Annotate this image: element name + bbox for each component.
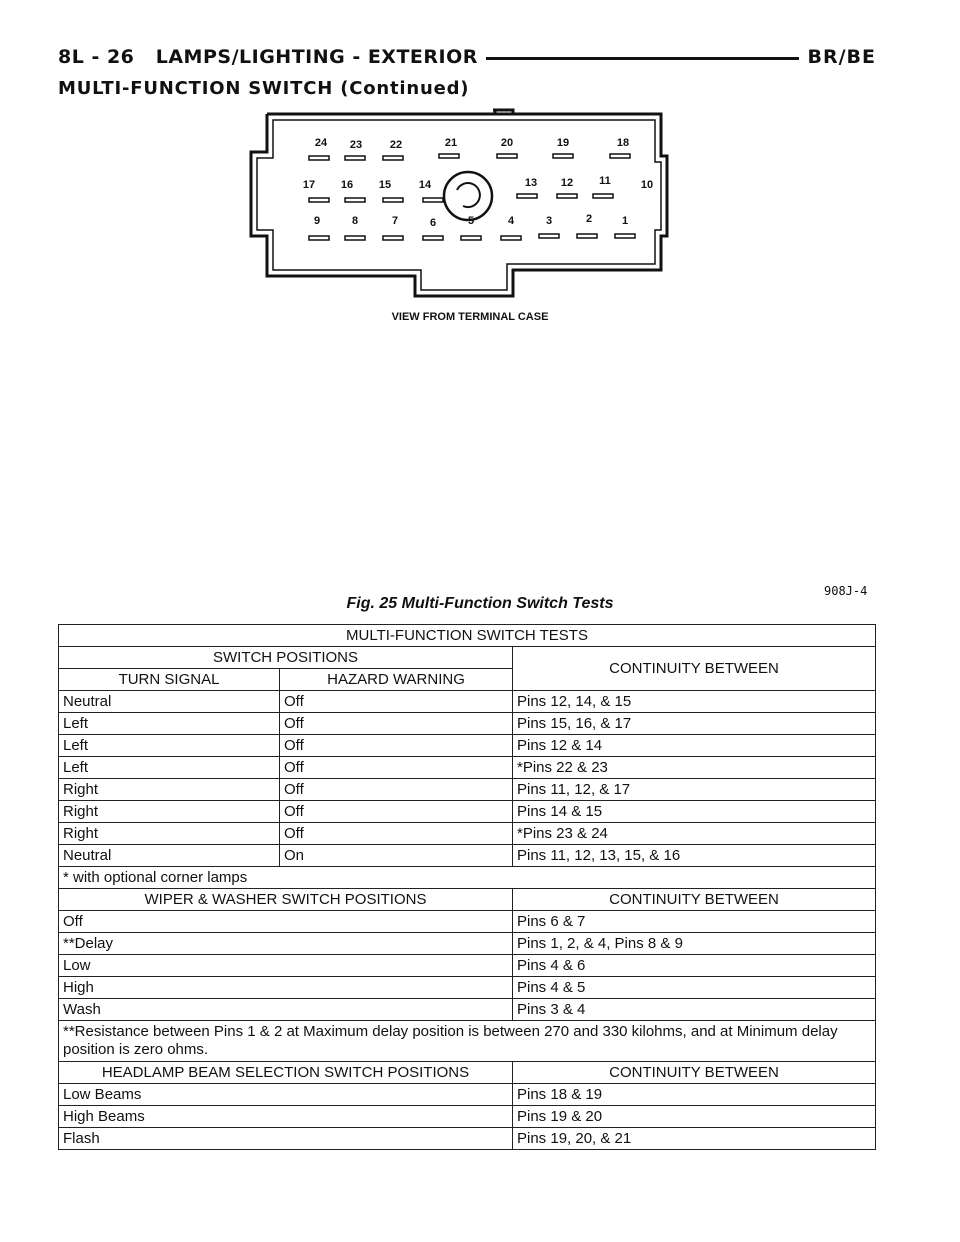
headlamp-position-cell: High Beams: [59, 1106, 513, 1128]
table-title: MULTI-FUNCTION SWITCH TESTS: [59, 625, 876, 647]
pin-label-23: 23: [349, 139, 363, 151]
pin-label-11: 11: [599, 175, 611, 187]
corner-lamps-note: * with optional corner lamps: [59, 867, 876, 889]
pin-label-5: 5: [467, 215, 475, 227]
resistance-note: **Resistance between Pins 1 & 2 at Maximum delay position is between 270 and 330 kilohms, and at Minimum delay position is zero ohms.: [59, 1021, 876, 1062]
table-row: [59, 691, 876, 713]
continuity-cell: Pins 18 & 19: [513, 1084, 876, 1106]
pin-slot-6: [423, 236, 443, 240]
headlamp-continuity-header: CONTINUITY BETWEEN: [513, 1062, 876, 1084]
pin-slot-17: [309, 198, 329, 202]
turn-signal-header: TURN SIGNAL: [59, 669, 280, 691]
table-row: [59, 757, 876, 779]
connector-diagram: [245, 108, 675, 326]
continuity-cell: Pins 15, 16, & 17: [513, 713, 876, 735]
pin-slot-23: [345, 156, 365, 160]
pin-slot-18: [610, 154, 630, 158]
continuity-cell: Pins 14 & 15: [513, 801, 876, 823]
table-row: [59, 911, 876, 933]
pin-label-2: 2: [585, 213, 593, 225]
pin-slot-16: [345, 198, 365, 202]
continuity-cell: *Pins 22 & 23: [513, 757, 876, 779]
pin-label-18: 18: [616, 137, 630, 149]
headlamp-position-cell: Low Beams: [59, 1084, 513, 1106]
hazard-warning-cell: Off: [280, 823, 513, 845]
table-row: [59, 999, 876, 1021]
pin-slot-7: [383, 236, 403, 240]
pin-slot-20: [497, 154, 517, 158]
pin-slot-19: [553, 154, 573, 158]
pin-slot-1: [615, 234, 635, 238]
hazard-warning-cell: Off: [280, 735, 513, 757]
continuity-cell: Pins 4 & 5: [513, 977, 876, 999]
pin-slot-24: [309, 156, 329, 160]
pin-label-14: 14: [418, 179, 432, 191]
table-row: [59, 779, 876, 801]
pin-label-10: 10: [640, 179, 654, 191]
table-row: [59, 1106, 876, 1128]
continuity-cell: Pins 4 & 6: [513, 955, 876, 977]
figure-caption: Fig. 25 Multi-Function Switch Tests: [346, 595, 614, 612]
turn-signal-cell: Right: [59, 779, 280, 801]
continuity-cell: Pins 12 & 14: [513, 735, 876, 757]
table-row: [59, 735, 876, 757]
pin-label-20: 20: [500, 137, 514, 149]
pin-label-21: 21: [444, 137, 458, 149]
pin-label-6: 6: [429, 217, 437, 229]
continuity-cell: Pins 6 & 7: [513, 911, 876, 933]
continuity-cell: Pins 19, 20, & 21: [513, 1128, 876, 1150]
wiper-position-cell: High: [59, 977, 513, 999]
wiper-position-cell: Wash: [59, 999, 513, 1021]
pin-label-3: 3: [545, 215, 553, 227]
pin-slot-3: [539, 234, 559, 238]
pin-label-9: 9: [313, 215, 321, 227]
pin-slot-12: [557, 194, 577, 198]
pin-label-7: 7: [391, 215, 399, 227]
note-row: [59, 1021, 876, 1062]
wiper-continuity-header: CONTINUITY BETWEEN: [513, 889, 876, 911]
continuity-cell: Pins 11, 12, & 17: [513, 779, 876, 801]
pin-label-19: 19: [556, 137, 570, 149]
figure-code: 908J-4: [824, 584, 868, 598]
turn-signal-cell: Neutral: [59, 691, 280, 713]
pin-slot-9: [309, 236, 329, 240]
switch-tests-table: [58, 624, 876, 1150]
page-header: [58, 44, 876, 74]
pin-label-1: 1: [621, 215, 629, 227]
pin-slot-14: [423, 198, 443, 202]
hazard-warning-cell: Off: [280, 757, 513, 779]
connector-key-circle: [444, 172, 492, 220]
continuity-cell: *Pins 23 & 24: [513, 823, 876, 845]
table-row: [59, 955, 876, 977]
turn-signal-cell: Right: [59, 823, 280, 845]
hazard-warning-cell: Off: [280, 801, 513, 823]
wiper-position-cell: Low: [59, 955, 513, 977]
switch-positions-header: SWITCH POSITIONS: [59, 647, 513, 669]
turn-signal-cell: Neutral: [59, 845, 280, 867]
wiper-header: WIPER & WASHER SWITCH POSITIONS: [59, 889, 513, 911]
pin-label-13: 13: [524, 177, 538, 189]
pin-slot-11: [593, 194, 613, 198]
note-row: [59, 867, 876, 889]
page-label: 8L - 26: [58, 46, 135, 68]
pin-label-16: 16: [340, 179, 354, 191]
table-row: [59, 713, 876, 735]
table-row: [59, 1128, 876, 1150]
turn-signal-cell: Right: [59, 801, 280, 823]
pin-slot-13: [517, 194, 537, 198]
hazard-warning-header: HAZARD WARNING: [280, 669, 513, 691]
table-row: [59, 823, 876, 845]
headlamp-header-row: [59, 1062, 876, 1084]
continuity-cell: Pins 19 & 20: [513, 1106, 876, 1128]
connector-key-arc: [457, 183, 480, 207]
pin-slot-15: [383, 198, 403, 202]
pin-label-8: 8: [351, 215, 359, 227]
wiper-position-cell: **Delay: [59, 933, 513, 955]
header-left: [58, 46, 486, 68]
wiper-header-row: [59, 889, 876, 911]
connector-outline: [251, 110, 667, 296]
continuity-cell: Pins 1, 2, & 4, Pins 8 & 9: [513, 933, 876, 955]
table-row: [59, 977, 876, 999]
subhead: MULTI-FUNCTION SWITCH (Continued): [58, 78, 470, 99]
pin-label-17: 17: [302, 179, 316, 191]
table-row: [59, 933, 876, 955]
pin-slot-21: [439, 154, 459, 158]
pin-slot-22: [383, 156, 403, 160]
pin-slot-2: [577, 234, 597, 238]
wiper-position-cell: Off: [59, 911, 513, 933]
turn-signal-cell: Left: [59, 713, 280, 735]
hazard-warning-cell: Off: [280, 713, 513, 735]
model-label: BR/BE: [799, 46, 876, 68]
pin-slot-4: [501, 236, 521, 240]
section-title: LAMPS/LIGHTING - EXTERIOR: [155, 46, 478, 68]
table-title-row: [59, 625, 876, 647]
table-row: [59, 845, 876, 867]
hazard-warning-cell: On: [280, 845, 513, 867]
pin-label-24: 24: [314, 137, 328, 149]
table-row: [59, 1084, 876, 1106]
pin-label-12: 12: [560, 177, 574, 189]
table-row: [59, 801, 876, 823]
table-header-row-1: [59, 647, 876, 669]
headlamp-position-cell: Flash: [59, 1128, 513, 1150]
headlamp-header: HEADLAMP BEAM SELECTION SWITCH POSITIONS: [59, 1062, 513, 1084]
turn-signal-cell: Left: [59, 735, 280, 757]
pin-slot-8: [345, 236, 365, 240]
pin-slot-5: [461, 236, 481, 240]
continuity-cell: Pins 12, 14, & 15: [513, 691, 876, 713]
view-label: VIEW FROM TERMINAL CASE: [391, 311, 549, 323]
pin-label-4: 4: [507, 215, 515, 227]
hazard-warning-cell: Off: [280, 691, 513, 713]
continuity-cell: Pins 3 & 4: [513, 999, 876, 1021]
hazard-warning-cell: Off: [280, 779, 513, 801]
pin-label-15: 15: [378, 179, 392, 191]
pin-label-22: 22: [389, 139, 403, 151]
continuity-cell: Pins 11, 12, 13, 15, & 16: [513, 845, 876, 867]
continuity-header: CONTINUITY BETWEEN: [513, 647, 876, 691]
turn-signal-cell: Left: [59, 757, 280, 779]
